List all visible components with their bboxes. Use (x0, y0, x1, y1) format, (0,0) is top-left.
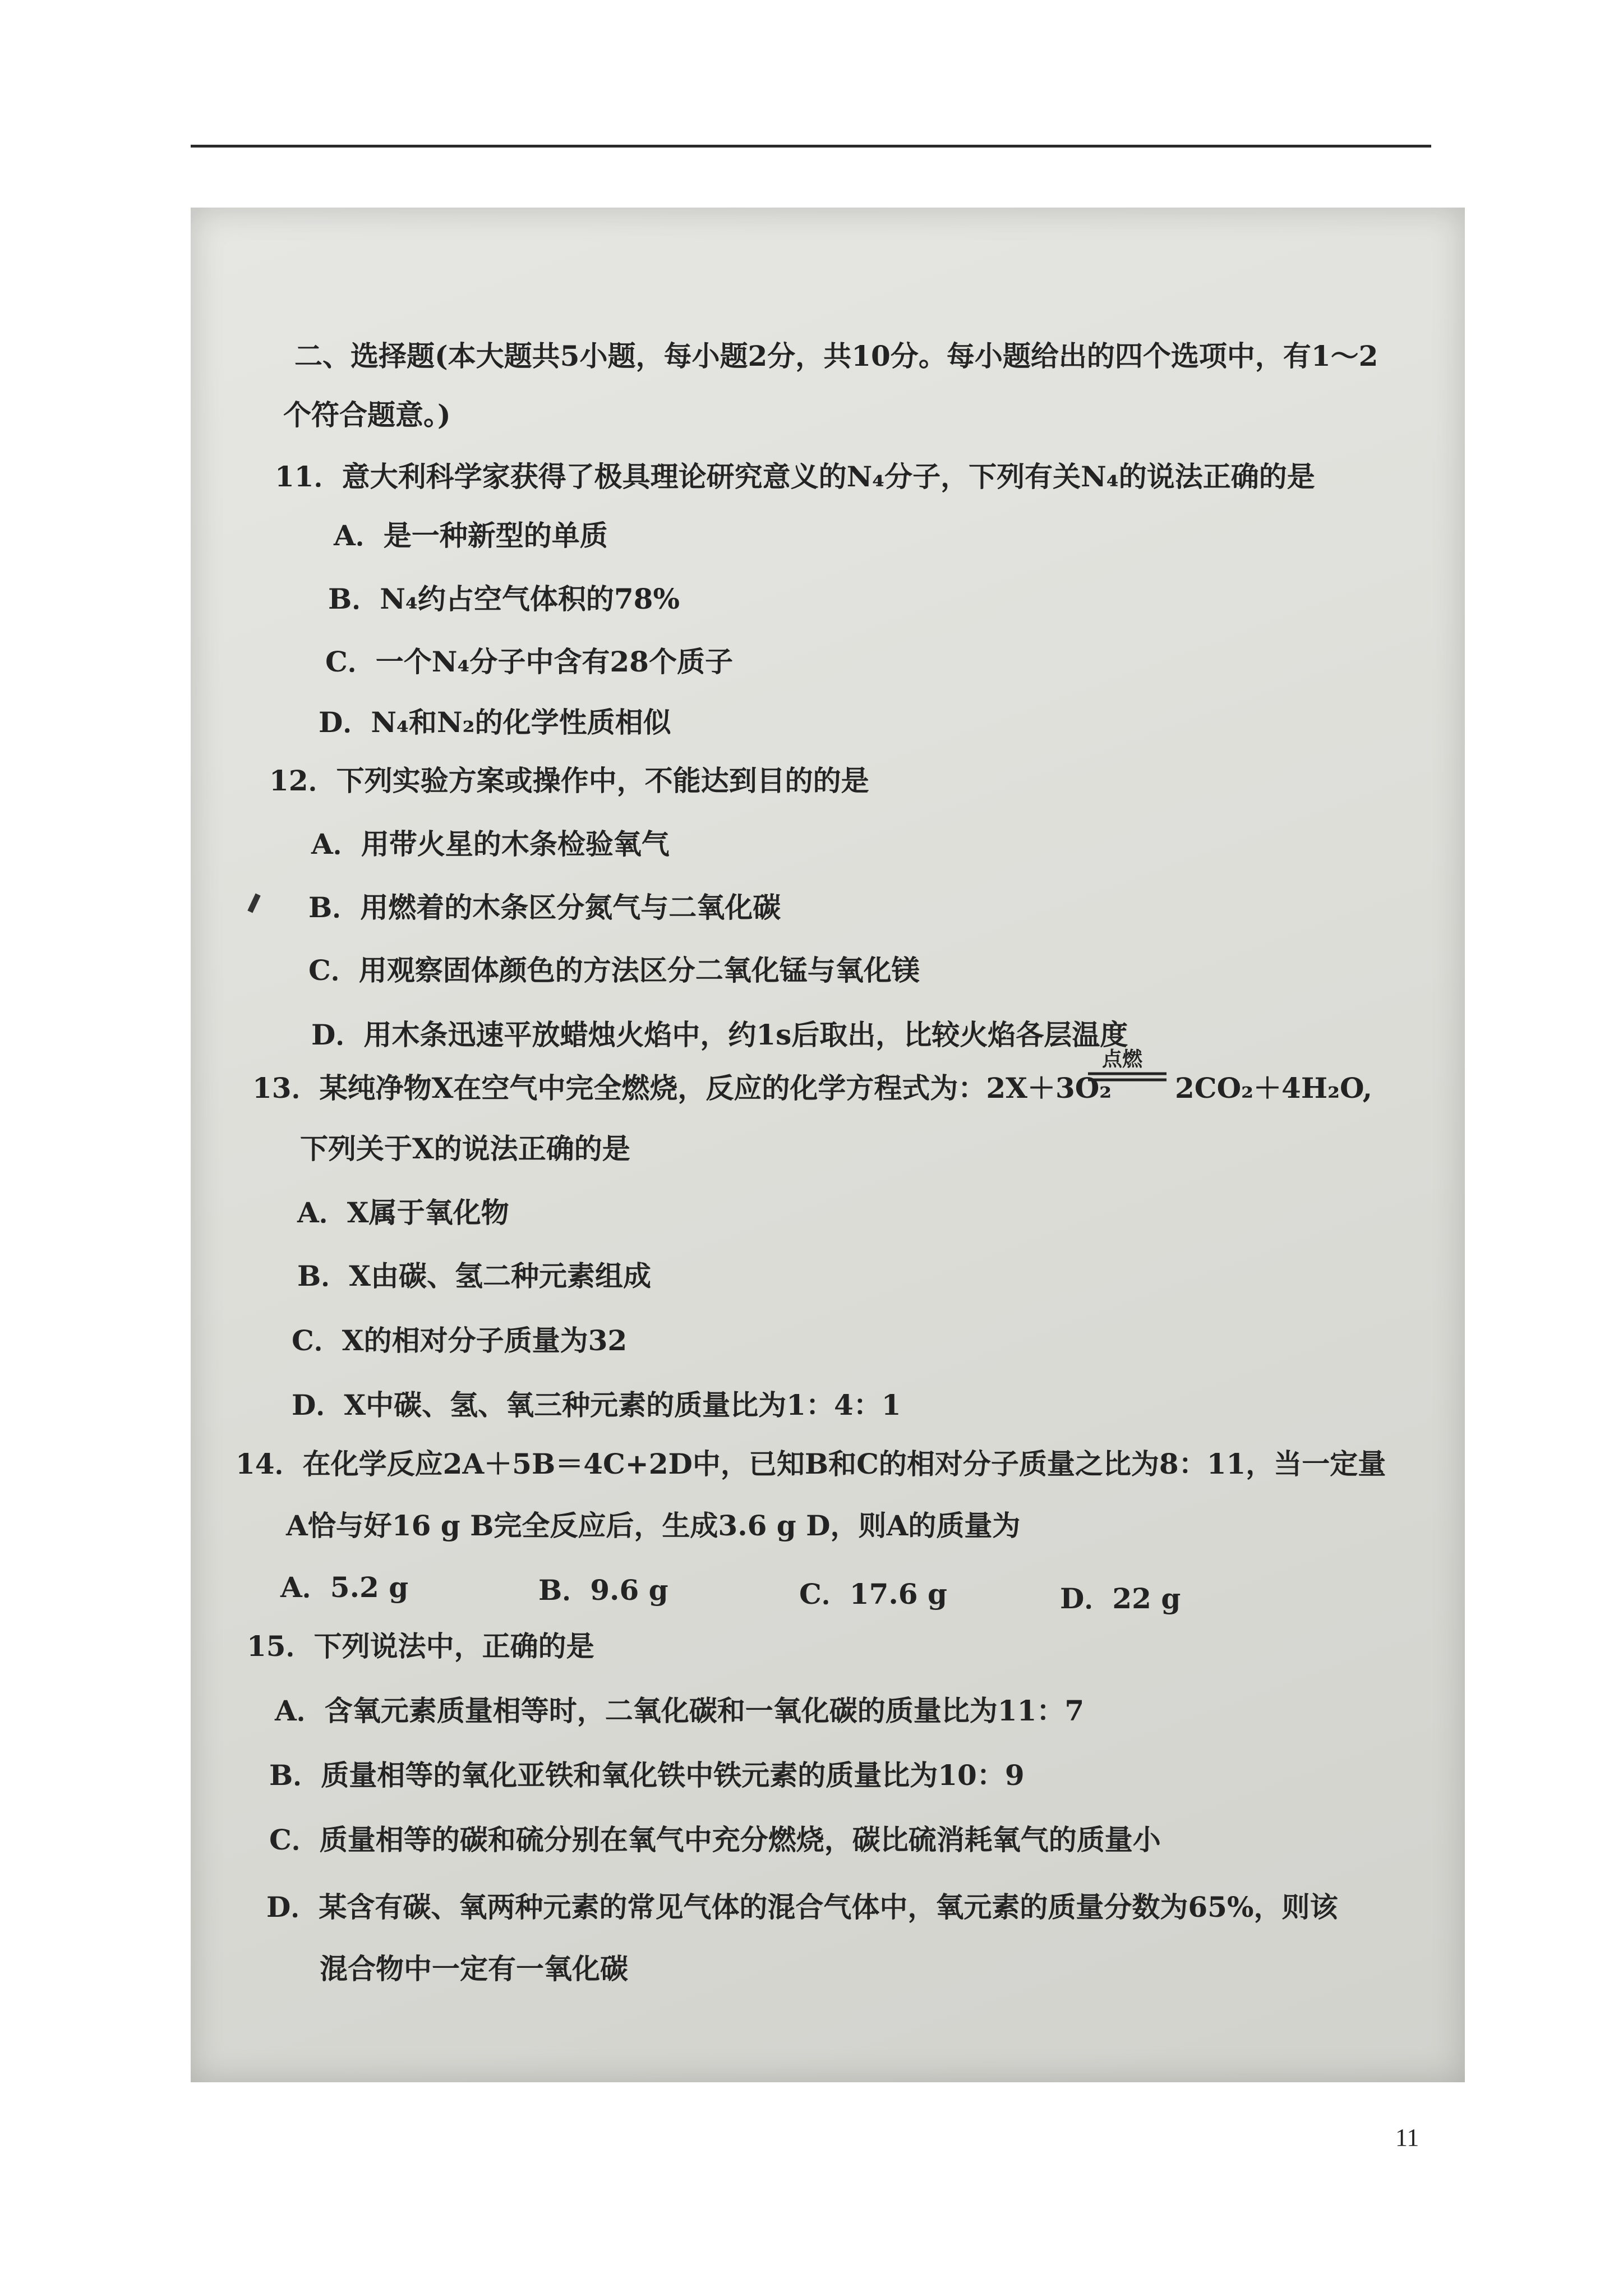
option-c: C．17.6 g (799, 1577, 947, 1611)
option-c: C．用观察固体颜色的方法区分二氧化锰与氧化镁 (308, 954, 920, 987)
option-c: C．一个N₄分子中含有28个质子 (325, 645, 733, 678)
pen-mark (247, 893, 260, 913)
option-d: D．用木条迅速平放蜡烛火焰中，约1s后取出，比较火焰各层温度 (311, 1018, 1128, 1051)
question-stem: 14．在化学反应2A＋5B＝4C+2D中，已知B和C的相对分子质量之比为8：11，当一定量 (236, 1447, 1386, 1480)
option-c: C．质量相等的碳和硫分别在氧气中充分燃烧，碳比硫消耗氧气的质量小 (269, 1823, 1161, 1856)
option-d: D．N₄和N₂的化学性质相似 (319, 706, 671, 739)
question-stem: 11．意大利科学家获得了极具理论研究意义的N₄分子，下列有关N₄的说法正确的是 (275, 460, 1315, 493)
option-b: B．9.6 g (538, 1573, 668, 1607)
option-a: A．X属于氧化物 (297, 1196, 509, 1229)
option-a: A．用带火星的木条检验氧气 (311, 827, 670, 861)
equation-condition: 点燃 (1102, 1047, 1143, 1071)
option-b: B．N₄约占空气体积的78% (328, 582, 680, 615)
question-stem-line2: 下列关于X的说法正确的是 (300, 1132, 630, 1165)
equation-equals-sign (1088, 1071, 1166, 1083)
option-b: B．用燃着的木条区分氮气与二氧化碳 (308, 891, 781, 924)
option-c: C．X的相对分子质量为32 (292, 1324, 628, 1357)
option-d: D．某含有碳、氧两种元素的常见气体的混合气体中，氧元素的质量分数为65%，则该 (266, 1890, 1338, 1924)
option-a: A．5.2 g (280, 1571, 409, 1604)
option-a: A．含氧元素质量相等时，二氧化碳和一氧化碳的质量比为11：7 (275, 1694, 1085, 1727)
header-rule (191, 145, 1431, 148)
page-number: 11 (1395, 2124, 1419, 2151)
option-a: A．是一种新型的单质 (334, 519, 608, 552)
question-stem: 12．下列实验方案或操作中，不能达到目的的是 (269, 764, 869, 797)
scanned-exam-photo (191, 208, 1465, 2082)
option-d: D．X中碳、氢、氧三种元素的质量比为1：4：1 (292, 1388, 901, 1421)
question-stem-line2: A恰与好16 g B完全反应后，生成3.6 g D，则A的质量为 (286, 1509, 1021, 1542)
option-d-line2: 混合物中一定有一氧化碳 (320, 1952, 628, 1985)
option-b: B．质量相等的氧化亚铁和氧化铁中铁元素的质量比为10：9 (269, 1759, 1025, 1792)
question-stem: 13．某纯净物X在空气中完全燃烧，反应的化学方程式为：2X＋3O₂ (252, 1071, 1112, 1105)
section-header-line1: 二、选择题(本大题共5小题，每小题2分，共10分。每小题给出的四个选项中，有1～2 (294, 339, 1378, 372)
equation-products: 2CO₂＋4H₂O, (1175, 1071, 1373, 1105)
section-header-line2: 个符合题意。) (283, 398, 451, 431)
option-b: B．X由碳、氢二种元素组成 (297, 1259, 652, 1292)
option-d: D．22 g (1060, 1582, 1181, 1615)
question-stem: 15．下列说法中，正确的是 (247, 1630, 594, 1663)
